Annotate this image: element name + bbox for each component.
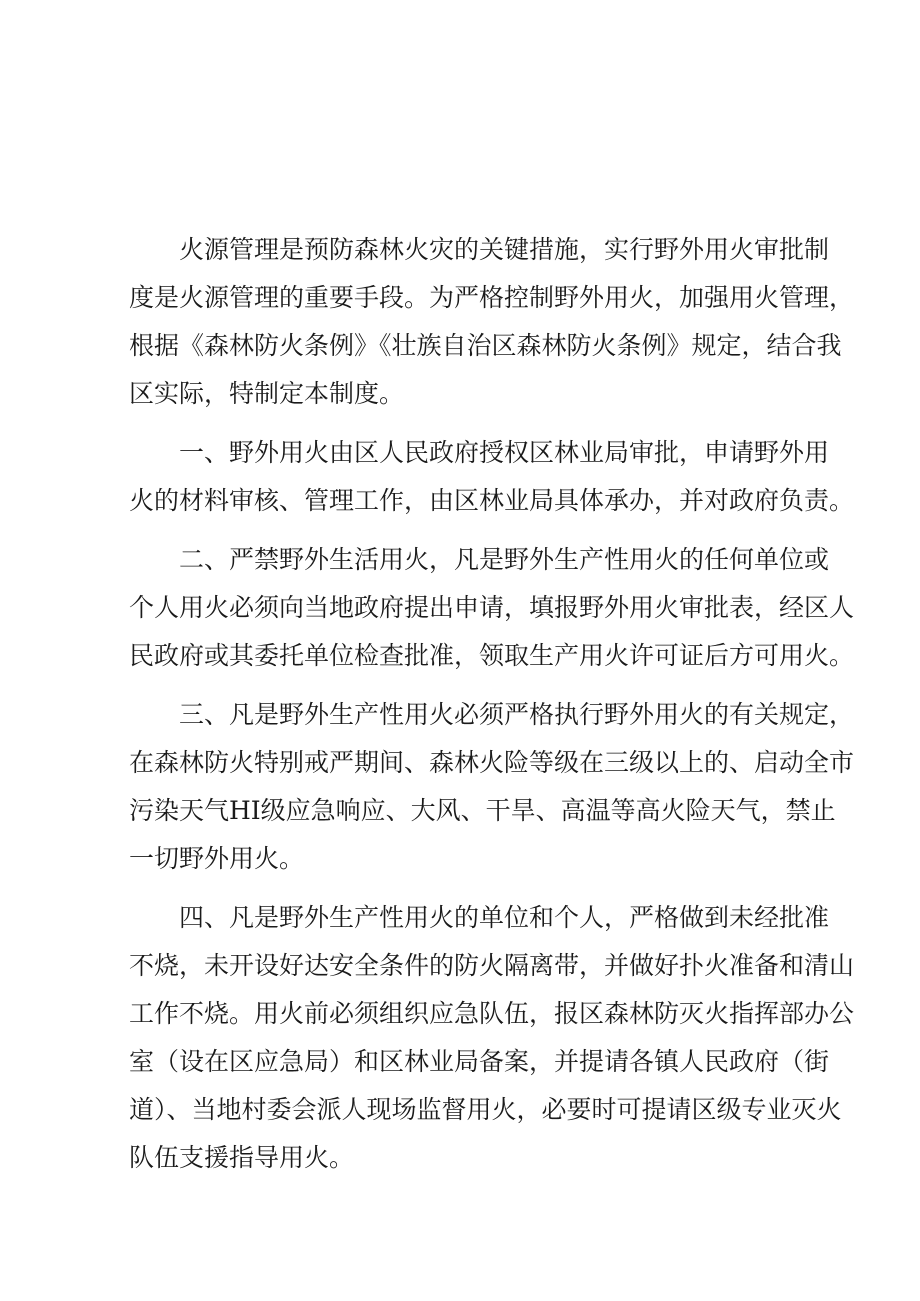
- paragraph-gap: [129, 525, 794, 536]
- text-line: 室（设在区应急局）和区林业局备案，并提请各镇人民政府（街: [129, 1047, 830, 1076]
- text-line: 道）、当地村委会派人现场监督用火，必要时可提请区级专业灭火: [129, 1095, 842, 1124]
- text-line: 根据《森林防火条例》《壮族自治区森林防火条例》规定，结合我: [129, 331, 842, 360]
- paragraph-article-1: [129, 429, 855, 525]
- text-line: 民政府或其委托单位检查批准，领取生产用火许可证后方可用火。: [129, 641, 855, 670]
- paragraph-article-2: [129, 536, 855, 680]
- text-line: 工作不烧。用火前必须组织应急队伍，报区森林防灭火指挥部办公: [129, 999, 855, 1028]
- text-line: 污染天气HI级应急响应、大风、干旱、高温等高火险天气，禁止: [129, 796, 836, 825]
- text-line: 不烧，未开设好达安全条件的防火隔离带，并做好扑火准备和清山: [129, 951, 855, 980]
- text-line: 火源管理是预防森林火灾的关键措施，实行野外用火审批制: [179, 235, 830, 264]
- text-line: 三、凡是野外生产性用火必须严格执行野外用火的有关规定，: [179, 700, 855, 729]
- text-line: 二、严禁野外生活用火，凡是野外生产性用火的任何单位或: [179, 545, 830, 574]
- text-line: 队伍支援指导用火。: [129, 1143, 355, 1172]
- paragraph-gap: [129, 418, 794, 429]
- text-line: 火的材料审核、管理工作，由区林业局具体承办，并对政府负责。: [129, 486, 855, 515]
- paragraph-preamble: [129, 226, 855, 418]
- text-line: 在森林防火特别戒严期间、森林火险等级在三级以上的、启动全市: [129, 748, 855, 777]
- paragraph-gap: [129, 680, 794, 691]
- paragraph-article-4: [129, 894, 855, 1182]
- text-line: 区实际，特制定本制度。: [129, 379, 405, 408]
- text-line: 一切野外用火。: [129, 844, 305, 873]
- text-line: 度是火源管理的重要手段。为严格控制野外用火，加强用火管理，: [129, 283, 855, 312]
- text-line: 个人用火必须向当地政府提出申请，填报野外用火审批表，经区人: [129, 593, 855, 622]
- paragraph-gap: [129, 883, 794, 894]
- text-line: 四、凡是野外生产性用火的单位和个人，严格做到未经批准: [179, 903, 830, 932]
- paragraph-article-3: [129, 691, 855, 883]
- text-line: 一、野外用火由区人民政府授权区林业局审批，申请野外用: [179, 438, 830, 467]
- document-body: [129, 226, 855, 1182]
